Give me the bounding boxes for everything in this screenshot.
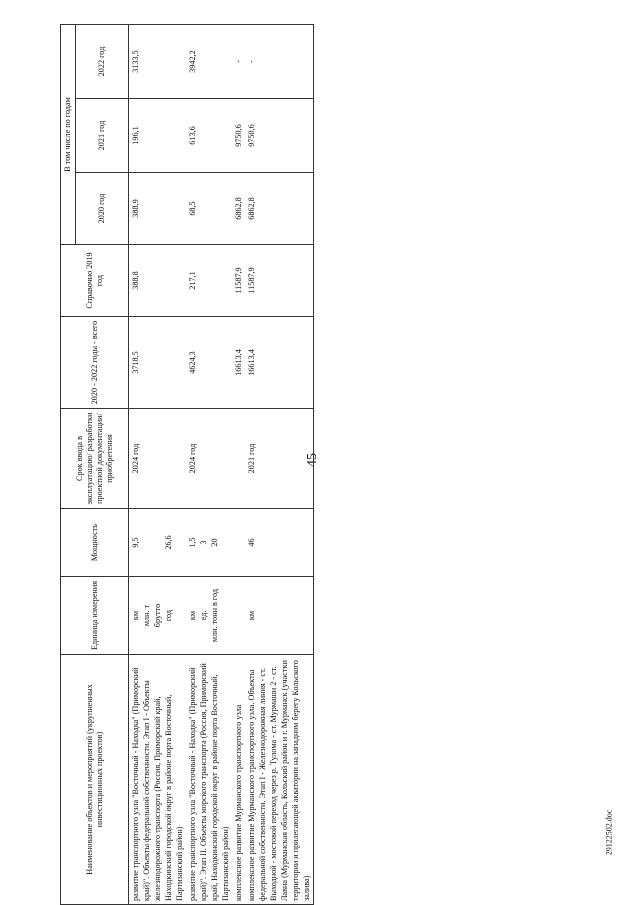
rotated-page-area xyxy=(60,25,560,905)
cell-2021: 9750,6 xyxy=(232,99,245,173)
cell-2020: 6862,8 xyxy=(245,173,314,245)
cell-total: 16613,4 xyxy=(245,317,314,409)
cell-capacity: 9,5 26,6 xyxy=(129,509,187,577)
table-grid xyxy=(60,24,314,905)
cell-2021: 613,6 xyxy=(186,99,232,173)
cell-2021: 196,1 xyxy=(129,99,187,173)
header-unit: Единица измерения xyxy=(61,577,129,655)
cell-2022: - xyxy=(232,25,245,99)
cell-capacity: 1,5 3 20 xyxy=(186,509,232,577)
cell-2022: 3942,2 xyxy=(186,25,232,99)
header-total: 2020 - 2022 годы - всего xyxy=(61,317,129,409)
header-by-years: В том числе по годам xyxy=(61,25,76,245)
cell-2022: - xyxy=(245,25,314,99)
header-2022: 2022 год xyxy=(76,25,129,99)
cell-deadline: 2024 год xyxy=(186,409,232,509)
cell-unit: км ед. млн. тонн в год xyxy=(186,577,232,655)
cell-2022: 3133,5 xyxy=(129,25,187,99)
cell-name: комплексное развитие Мурманского транспортного узла xyxy=(232,655,245,905)
page-number: 45 xyxy=(305,453,320,467)
header-ref2019: Справочно 2019 год xyxy=(61,245,129,317)
header-deadline: Срок ввода в эксплуатацию/ разработки проектной документации/ приобретения xyxy=(61,409,129,509)
cell-name: комплексное развитие Мурманского транспортного узла. Объекты федеральной собственности. Этап I - Железнодорожная линия - ст. Выходной - мостовой переход через р. Тулома - ст. Мурмаши 2 - ст. Лавна (Мурманская область, Кольский район и г. Мурманск (участки территории и прилегающей акватории на западном берегу Кольского залива) xyxy=(245,655,314,905)
footer-filename: 29122502.doc xyxy=(604,809,614,856)
table-row xyxy=(129,25,187,905)
cell-ref2019: 217,1 xyxy=(186,245,232,317)
cell-unit xyxy=(232,577,245,655)
cell-ref2019: 11587,9 xyxy=(232,245,245,317)
table-row xyxy=(186,25,232,905)
cell-2020: 388,9 xyxy=(129,173,187,245)
cell-total: 16613,4 xyxy=(232,317,245,409)
cell-ref2019: 11587,9 xyxy=(245,245,314,317)
cell-capacity: 46 xyxy=(245,509,314,577)
cell-capacity xyxy=(232,509,245,577)
cell-2020: 68,5 xyxy=(186,173,232,245)
investment-table xyxy=(60,25,560,905)
table-row xyxy=(245,25,314,905)
cell-name: развитие транспортного узла "Восточный - Находка" (Приморский край)". Этап II. Объекты морского транспорта (Россия, Приморский край, Находкинский городской округ в районе порта Восточный, Партизанский район) xyxy=(186,655,232,905)
cell-total: 3718,5 xyxy=(129,317,187,409)
cell-2020: 6862,8 xyxy=(232,173,245,245)
cell-ref2019: 388,8 xyxy=(129,245,187,317)
header-name: Наименование объектов и мероприятий (укрупненных инвестиционных проектов) xyxy=(61,655,129,905)
cell-deadline: 2021 год xyxy=(245,409,314,509)
header-2021: 2021 год xyxy=(76,99,129,173)
cell-2021: 9750,6 xyxy=(245,99,314,173)
cell-unit: км млн. т брутто год xyxy=(129,577,187,655)
cell-deadline: 2024 год xyxy=(129,409,187,509)
table-row xyxy=(232,25,245,905)
header-capacity: Мощность xyxy=(61,509,129,577)
header-2020: 2020 год xyxy=(76,173,129,245)
cell-unit: км xyxy=(245,577,314,655)
cell-name: развитие транспортного узла "Восточный - Находка" (Приморский край)". Объекты федеральной собственности. Этап I - Объекты железнодорожного транспорта (Россия, Приморский край, Находкинский городской округ в районе порта Восточный, Партизанский район) xyxy=(129,655,187,905)
cell-total: 4624,3 xyxy=(186,317,232,409)
cell-deadline xyxy=(232,409,245,509)
